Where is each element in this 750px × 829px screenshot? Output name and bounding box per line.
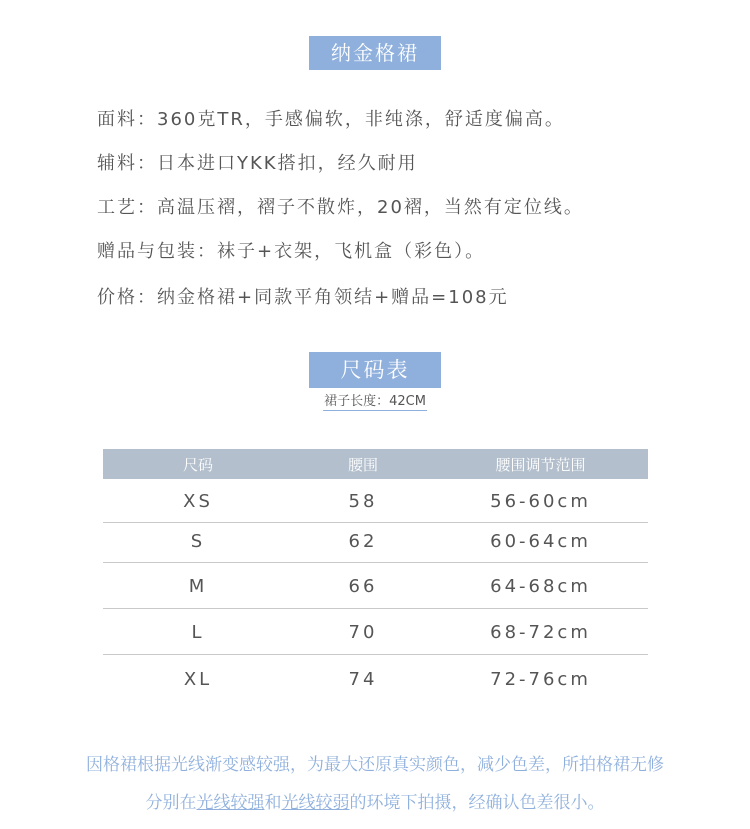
table-row [103,479,648,523]
size-table [103,449,648,701]
spec-gifts-packaging [97,237,485,263]
note-text: 分别在 [145,793,197,813]
spec-label: 工艺： [97,197,157,218]
waist-cell: 70 [348,622,378,643]
range-cell: 60-64cm [490,531,591,552]
table-row [103,523,648,563]
size-cell: M [188,576,208,597]
spec-craft [97,193,584,219]
table-row [103,563,648,609]
skirt-length-note: 裙子长度：42CM [323,390,427,411]
waist-cell: 74 [348,669,378,690]
spec-value: 日本进口YKK搭扣，经久耐用 [157,153,418,174]
waist-cell: 66 [348,576,378,597]
range-cell: 56-60cm [490,491,591,512]
table-row [103,655,648,701]
spec-accessories [97,149,418,175]
spec-label: 赠品与包装： [97,241,217,262]
product-title-badge: 纳金格裙 [309,36,441,70]
spec-label: 面料： [97,109,157,130]
spec-value: 360克TR，手感偏软，非纯涤，舒适度偏高。 [157,109,565,130]
range-cell: 64-68cm [490,576,591,597]
size-chart-title-badge: 尺码表 [309,352,441,388]
size-cell: L [191,622,205,643]
spec-value: 袜子+衣架，飞机盒（彩色）。 [217,241,486,262]
size-cell: XL [183,669,213,690]
note-strong-light: 光线较强 [196,793,265,813]
size-cell: XS [183,491,213,512]
spec-fabric [97,105,565,131]
spec-value: 高温压褶，褶子不散炸，20褶，当然有定位线。 [157,197,584,218]
range-cell: 68-72cm [490,622,591,643]
header-size: 尺码 [182,455,213,474]
range-cell: 72-76cm [490,669,591,690]
note-text: 和 [264,793,282,813]
spec-price [97,283,509,309]
table-row [103,609,648,655]
spec-label: 辅料： [97,153,157,174]
color-note-line1: 因格裙根据光线渐变感较强，为最大还原真实颜色，减少色差，所拍格裙无修 [86,755,664,775]
color-note-line2 [0,788,750,813]
spec-value: 纳金格裙+同款平角领结+赠品=108元 [157,287,509,308]
header-waist-range: 腰围调节范围 [495,455,586,474]
note-weak-light: 光线较弱 [281,793,350,813]
size-cell: S [190,531,206,552]
spec-label: 价格： [97,287,157,308]
header-waist: 腰围 [347,455,378,474]
table-header [103,449,648,479]
waist-cell: 58 [348,491,378,512]
note-text: 的环境下拍摄，经确认色差很小。 [349,793,605,813]
waist-cell: 62 [348,531,378,552]
